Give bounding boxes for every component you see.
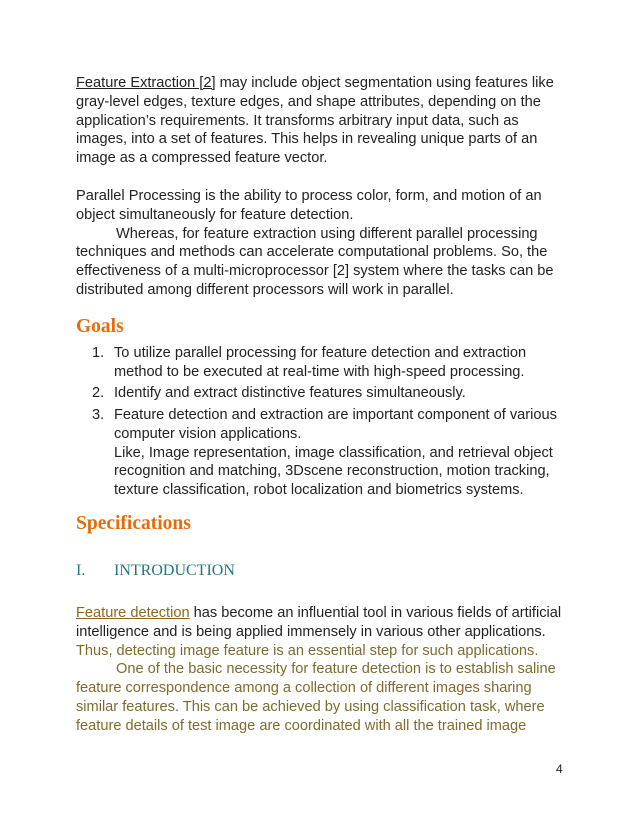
goal-line: method to be executed at real-time with high-speed processing.: [114, 363, 525, 380]
paragraph-line: effectiveness of a multi-microprocessor [2] system where the tasks can be: [76, 263, 554, 280]
paragraph-line: application’s requirements. It transforms arbitrary input data, such as: [76, 112, 519, 129]
feature-extraction-link[interactable]: Feature Extraction [2]: [76, 75, 216, 91]
goals-heading: Goals: [76, 316, 124, 337]
goal-line: computer vision applications.: [114, 425, 302, 442]
feature-extraction-paragraph: [76, 74, 576, 168]
parallel-processing-paragraph: [76, 187, 576, 300]
paragraph-line: Parallel Processing is the ability to process color, form, and motion of an: [76, 188, 542, 204]
paragraph-line: object simultaneously for feature detection.: [76, 206, 354, 223]
page-number: 4: [556, 762, 563, 776]
goal-line: texture classification, robot localization and biometrics systems.: [114, 482, 524, 499]
goal-line: To utilize parallel processing for feature detection and extraction: [114, 345, 527, 361]
goal-line: Identify and extract distinctive features simultaneously.: [114, 385, 466, 401]
goal-number: 2.: [92, 385, 105, 401]
paragraph-line: techniques and methods can accelerate computational problems. So, the: [76, 244, 548, 261]
feature-detection-link[interactable]: Feature detection: [76, 605, 190, 621]
paragraph-line: images, into a set of features. This helps in revealing unique parts of an: [76, 131, 538, 148]
paragraph-line: image as a compressed feature vector.: [76, 150, 328, 167]
paragraph-line: Whereas, for feature extraction using different parallel processing: [116, 225, 538, 242]
feature-detection-paragraph: [76, 604, 576, 736]
section-title: INTRODUCTION: [114, 562, 235, 579]
goal-line: recognition and matching, 3Dscene reconstruction, motion tracking,: [114, 463, 550, 480]
paragraph-line: feature correspondence among a collection of different images sharing: [76, 680, 532, 697]
paragraph-line: One of the basic necessity for feature detection is to establish saline: [116, 661, 556, 678]
paragraph-line: Feature detection has become an influential tool in various fields of artificial: [76, 605, 562, 621]
paragraph-line: gray-level edges, texture edges, and shape attributes, depending on the: [76, 93, 541, 110]
paragraph-line: feature details of test image are coordinated with all the trained image: [76, 717, 527, 734]
paragraph-line: intelligence and is being applied immensely in various other applications.: [76, 623, 546, 640]
paragraph-line: Thus, detecting image feature is an essential step for such applications.: [76, 642, 539, 659]
goal-line: Feature detection and extraction are important component of various: [114, 407, 557, 423]
specifications-heading: Specifications: [76, 513, 191, 534]
paragraph-line: Feature Extraction [2] may include object segmentation using features like: [76, 75, 554, 91]
goal-line: Like, Image representation, image classification, and retrieval object: [114, 444, 553, 461]
goal-number: 3.: [92, 407, 105, 423]
paragraph-line: distributed among different processors will work in parallel.: [76, 281, 454, 298]
paragraph-line: similar features. This can be achieved by using classification task, where: [76, 698, 545, 715]
goal-number: 1.: [92, 345, 105, 361]
introduction-heading: [76, 562, 235, 580]
section-number: I.: [76, 562, 86, 579]
